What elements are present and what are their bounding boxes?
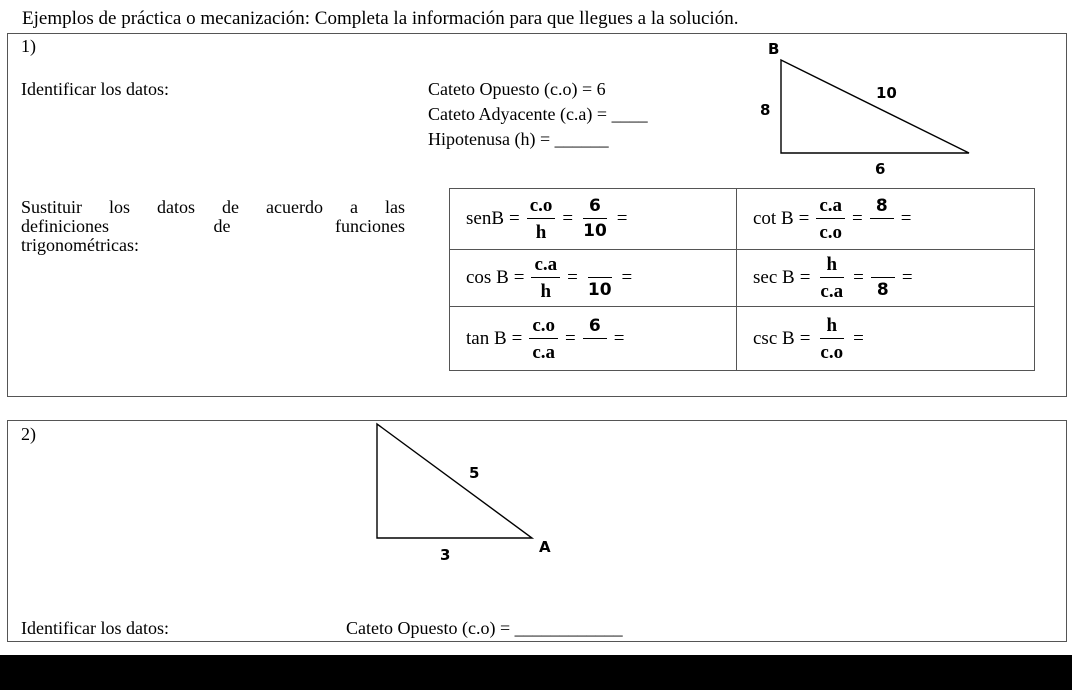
triangle-2-side-hyp: 5 [469,464,480,482]
eq-sign: = [799,327,811,349]
frac-sen-def [527,196,556,242]
num: 8 [870,198,894,219]
frac-tan-def [529,316,558,362]
triangle-1-side-bottom: 6 [875,160,886,178]
num: 6 [583,198,607,219]
fn-sec: sec B [753,267,795,288]
fn-csc: csc B [753,327,795,349]
eq-sign: = [562,208,574,229]
num: c.a [531,255,560,278]
fn-cos: cos B [466,267,509,288]
data-line-ca: Cateto Adyacente (c.a) = ____ [428,104,648,124]
num: c.a [816,196,845,219]
trig-functions-table [449,188,1035,371]
den: 10 [583,221,607,241]
data-line-co-2: Cateto Opuesto (c.o) = ____________ [346,618,623,638]
den: c.o [820,341,844,363]
cell-sen [450,189,737,250]
eq-sign: = [565,327,576,349]
cell-sec [737,250,1035,307]
data-line-co: Cateto Opuesto (c.o) = 6 [428,79,606,99]
page-heading: Ejemplos de práctica o mecanización: Completa la información para que llegues a la solución. [22,8,739,29]
triangle-1-shape [781,60,969,153]
frac-cos-def [531,255,560,301]
num: h [820,316,844,339]
eq-sign: = [513,267,525,288]
expr-tan [466,316,736,362]
eq-sign: = [509,208,520,229]
frac-sec-def [817,255,846,301]
exercise-2-number: 2) [21,424,36,444]
fn-tan: tan B [466,327,507,349]
bottom-black-bar [0,655,1072,690]
trig-row [450,250,1035,307]
num: c.o [527,196,556,219]
den: c.o [819,222,843,243]
num: h [820,255,844,278]
eq-sign: = [567,267,578,288]
cell-csc [737,307,1035,371]
fn-cot: cot B [753,208,794,229]
substitute-label-line2: definiciones de funciones [21,216,405,236]
frac-sec-val [871,257,895,299]
expr-cot [753,196,1034,242]
triangle-2-vertex-label: A [539,538,551,556]
frac-tan-val [583,315,607,360]
den: c.a [532,341,556,363]
den [870,219,894,240]
eq-sign: = [901,267,913,288]
trig-row [450,307,1035,371]
expr-sen [466,196,736,242]
triangle-2-shape [377,424,532,538]
num: c.o [529,316,558,339]
eq-sign: = [900,208,912,229]
fn-sen: senB [466,208,504,229]
num: 6 [583,318,607,339]
substitute-label-line3: trigonométricas: [21,235,139,255]
eq-sign: = [853,267,864,288]
substitute-label [21,198,405,255]
den: 10 [587,280,612,300]
identify-data-label-2: Identificar los datos: [21,618,169,638]
frac-cos-val [585,257,615,299]
eq-sign: = [616,208,628,229]
triangle-1 [760,40,980,180]
frac-csc-def [817,316,846,362]
cell-cot [737,189,1035,250]
cell-cos [450,250,737,307]
data-line-h: Hipotenusa (h) = ______ [428,129,609,149]
eq-sign: = [853,327,864,349]
exercise-1-number: 1) [21,36,36,56]
den: h [535,222,547,243]
triangle-1-vertex-label: B [768,40,780,58]
triangle-2-side-bottom: 3 [440,546,451,564]
substitute-label-line1: Sustituir los datos de acuerdo a las [21,197,405,217]
frac-cot-val [870,198,894,240]
eq-sign: = [852,208,863,229]
den [583,339,607,360]
eq-sign: = [621,267,633,288]
eq-sign: = [799,267,811,288]
expr-cos [466,255,736,301]
triangle-2 [360,415,560,555]
den: 8 [876,280,889,300]
identify-data-label: Identificar los datos: [21,79,169,99]
expr-sec [753,255,1034,301]
den: h [540,281,552,302]
triangle-1-side-hyp: 10 [876,84,897,102]
expr-csc [753,316,1034,362]
eq-sign: = [511,327,523,349]
frac-sen-val [580,198,610,240]
den: c.a [820,281,844,302]
eq-sign: = [798,208,810,229]
num [588,257,612,278]
cell-tan [450,307,737,371]
num [871,257,895,278]
trig-row [450,189,1035,250]
frac-cot-def [816,196,845,242]
eq-sign: = [613,327,625,349]
triangle-1-side-left: 8 [760,101,771,119]
